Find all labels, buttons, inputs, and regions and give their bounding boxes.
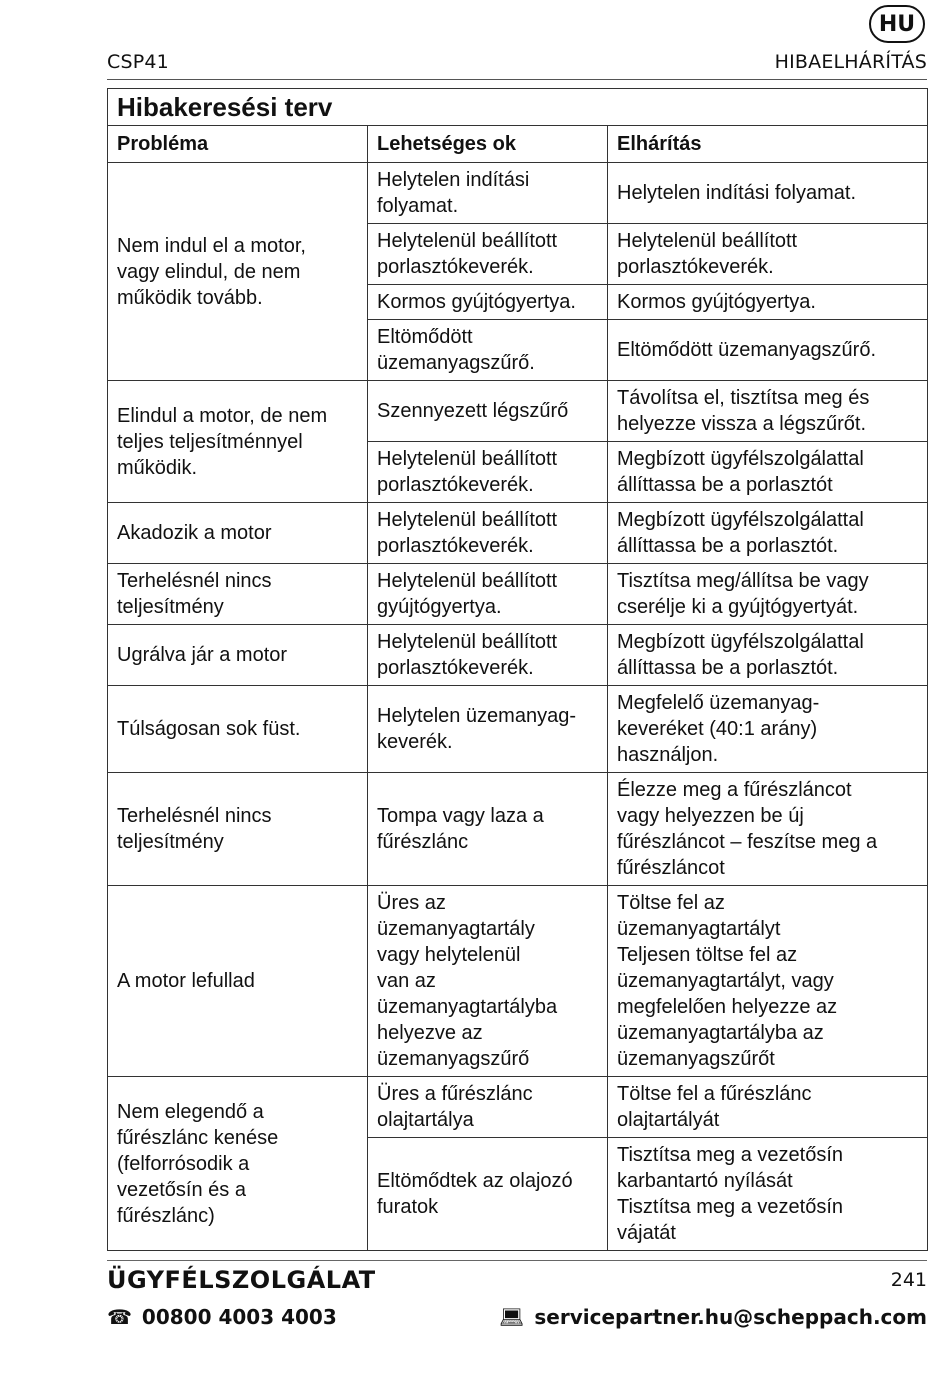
remedy-cell: Töltse fel az üzemanyagtartályt Teljesen töltse fel az üzemanyagtartályt, vagy megfelelően helyezze az üzemanyagtartályba az üzemanyagszűrőt: [608, 886, 928, 1077]
email-address[interactable]: servicepartner.hu@scheppach.com: [534, 1305, 927, 1329]
footer-email[interactable]: [499, 1305, 927, 1329]
cause-cell: Üres az üzemanyagtartály vagy helytelenül van az üzemanyagtartályba helyezve az üzemanyagszűrő: [368, 886, 608, 1077]
phone-number: 00800 4003 4003: [141, 1305, 337, 1329]
troubleshooting-table: [107, 88, 928, 1251]
table-row: [108, 163, 928, 224]
problem-cell: Akadozik a motor: [108, 503, 368, 564]
footer-phone: [107, 1305, 337, 1329]
table-row: [108, 381, 928, 442]
remedy-cell: Helytelenül beállított porlasztókeverék.: [608, 224, 928, 285]
remedy-cell: Megbízott ügyfélszolgálattal állíttassa be a porlasztót.: [608, 503, 928, 564]
cause-cell: Helytelenül beállított porlasztókeverék.: [368, 503, 608, 564]
language-badge: HU: [869, 5, 925, 43]
cause-cell: Helytelenül beállított porlasztókeverék.: [368, 224, 608, 285]
remedy-cell: Kormos gyújtógyertya.: [608, 285, 928, 320]
table-row: [108, 686, 928, 773]
cause-cell: Helytelen üzemanyag- keverék.: [368, 686, 608, 773]
cause-cell: Szennyezett légszűrő: [368, 381, 608, 442]
column-header-cause: Lehetséges ok: [368, 126, 608, 163]
header-divider: [107, 79, 927, 80]
problem-cell: Túlságosan sok füst.: [108, 686, 368, 773]
cause-cell: Üres a fűrészlánc olajtartálya: [368, 1077, 608, 1138]
column-header-problem: Probléma: [108, 126, 368, 163]
remedy-cell: Élezze meg a fűrészláncot vagy helyezzen be új fűrészláncot – feszítse meg a fűrészláncot: [608, 773, 928, 886]
problem-cell: Terhelésnél nincs teljesítmény: [108, 773, 368, 886]
footer-divider: [107, 1260, 927, 1261]
problem-cell: Terhelésnél nincs teljesítmény: [108, 564, 368, 625]
remedy-cell: Megfelelő üzemanyag- keveréket (40:1 arány) használjon.: [608, 686, 928, 773]
laptop-icon: 💻︎: [499, 1305, 525, 1329]
page-number: 241: [890, 1269, 927, 1291]
cause-cell: Helytelen indítási folyamat.: [368, 163, 608, 224]
table-row: [108, 625, 928, 686]
table-row: [108, 564, 928, 625]
table-row: [108, 1077, 928, 1138]
model-name: CSP41: [107, 51, 169, 73]
cause-cell: Helytelenül beállított gyújtógyertya.: [368, 564, 608, 625]
cause-cell: Kormos gyújtógyertya.: [368, 285, 608, 320]
table-body: [108, 163, 928, 1251]
table-row: [108, 773, 928, 886]
remedy-cell: Megbízott ügyfélszolgálattal állíttassa be a porlasztót.: [608, 625, 928, 686]
section-title: HIBAELHÁRÍTÁS: [774, 51, 927, 73]
column-header-remedy: Elhárítás: [608, 126, 928, 163]
remedy-cell: Töltse fel a fűrészlánc olajtartályát: [608, 1077, 928, 1138]
phone-icon: ☎: [107, 1305, 132, 1329]
cause-cell: Eltömődtek az olajozó furatok: [368, 1138, 608, 1251]
remedy-cell: Tisztítsa meg a vezetősín karbantartó nyílását Tisztítsa meg a vezetősín vájatát: [608, 1138, 928, 1251]
table-title: Hibakeresési terv: [108, 89, 928, 126]
remedy-cell: Tisztítsa meg/állítsa be vagy cserélje ki a gyújtógyertyát.: [608, 564, 928, 625]
remedy-cell: Eltömődött üzemanyagszűrő.: [608, 320, 928, 381]
remedy-cell: Helytelen indítási folyamat.: [608, 163, 928, 224]
table-row: [108, 503, 928, 564]
cause-cell: Tompa vagy laza a fűrészlánc: [368, 773, 608, 886]
cause-cell: Helytelenül beállított porlasztókeverék.: [368, 442, 608, 503]
problem-cell: Ugrálva jár a motor: [108, 625, 368, 686]
cause-cell: Helytelenül beállított porlasztókeverék.: [368, 625, 608, 686]
problem-cell: Nem indul el a motor, vagy elindul, de nem működik tovább.: [108, 163, 368, 381]
problem-cell: Nem elegendő a fűrészlánc kenése (felforrósodik a vezetősín és a fűrészlánc): [108, 1077, 368, 1251]
problem-cell: Elindul a motor, de nem teljes teljesítménnyel működik.: [108, 381, 368, 503]
table-row: [108, 886, 928, 1077]
cause-cell: Eltömődött üzemanyagszűrő.: [368, 320, 608, 381]
remedy-cell: Távolítsa el, tisztítsa meg és helyezze vissza a légszűrőt.: [608, 381, 928, 442]
remedy-cell: Megbízott ügyfélszolgálattal állíttassa be a porlasztót: [608, 442, 928, 503]
problem-cell: A motor lefullad: [108, 886, 368, 1077]
footer-title: ÜGYFÉLSZOLGÁLAT: [107, 1266, 376, 1294]
